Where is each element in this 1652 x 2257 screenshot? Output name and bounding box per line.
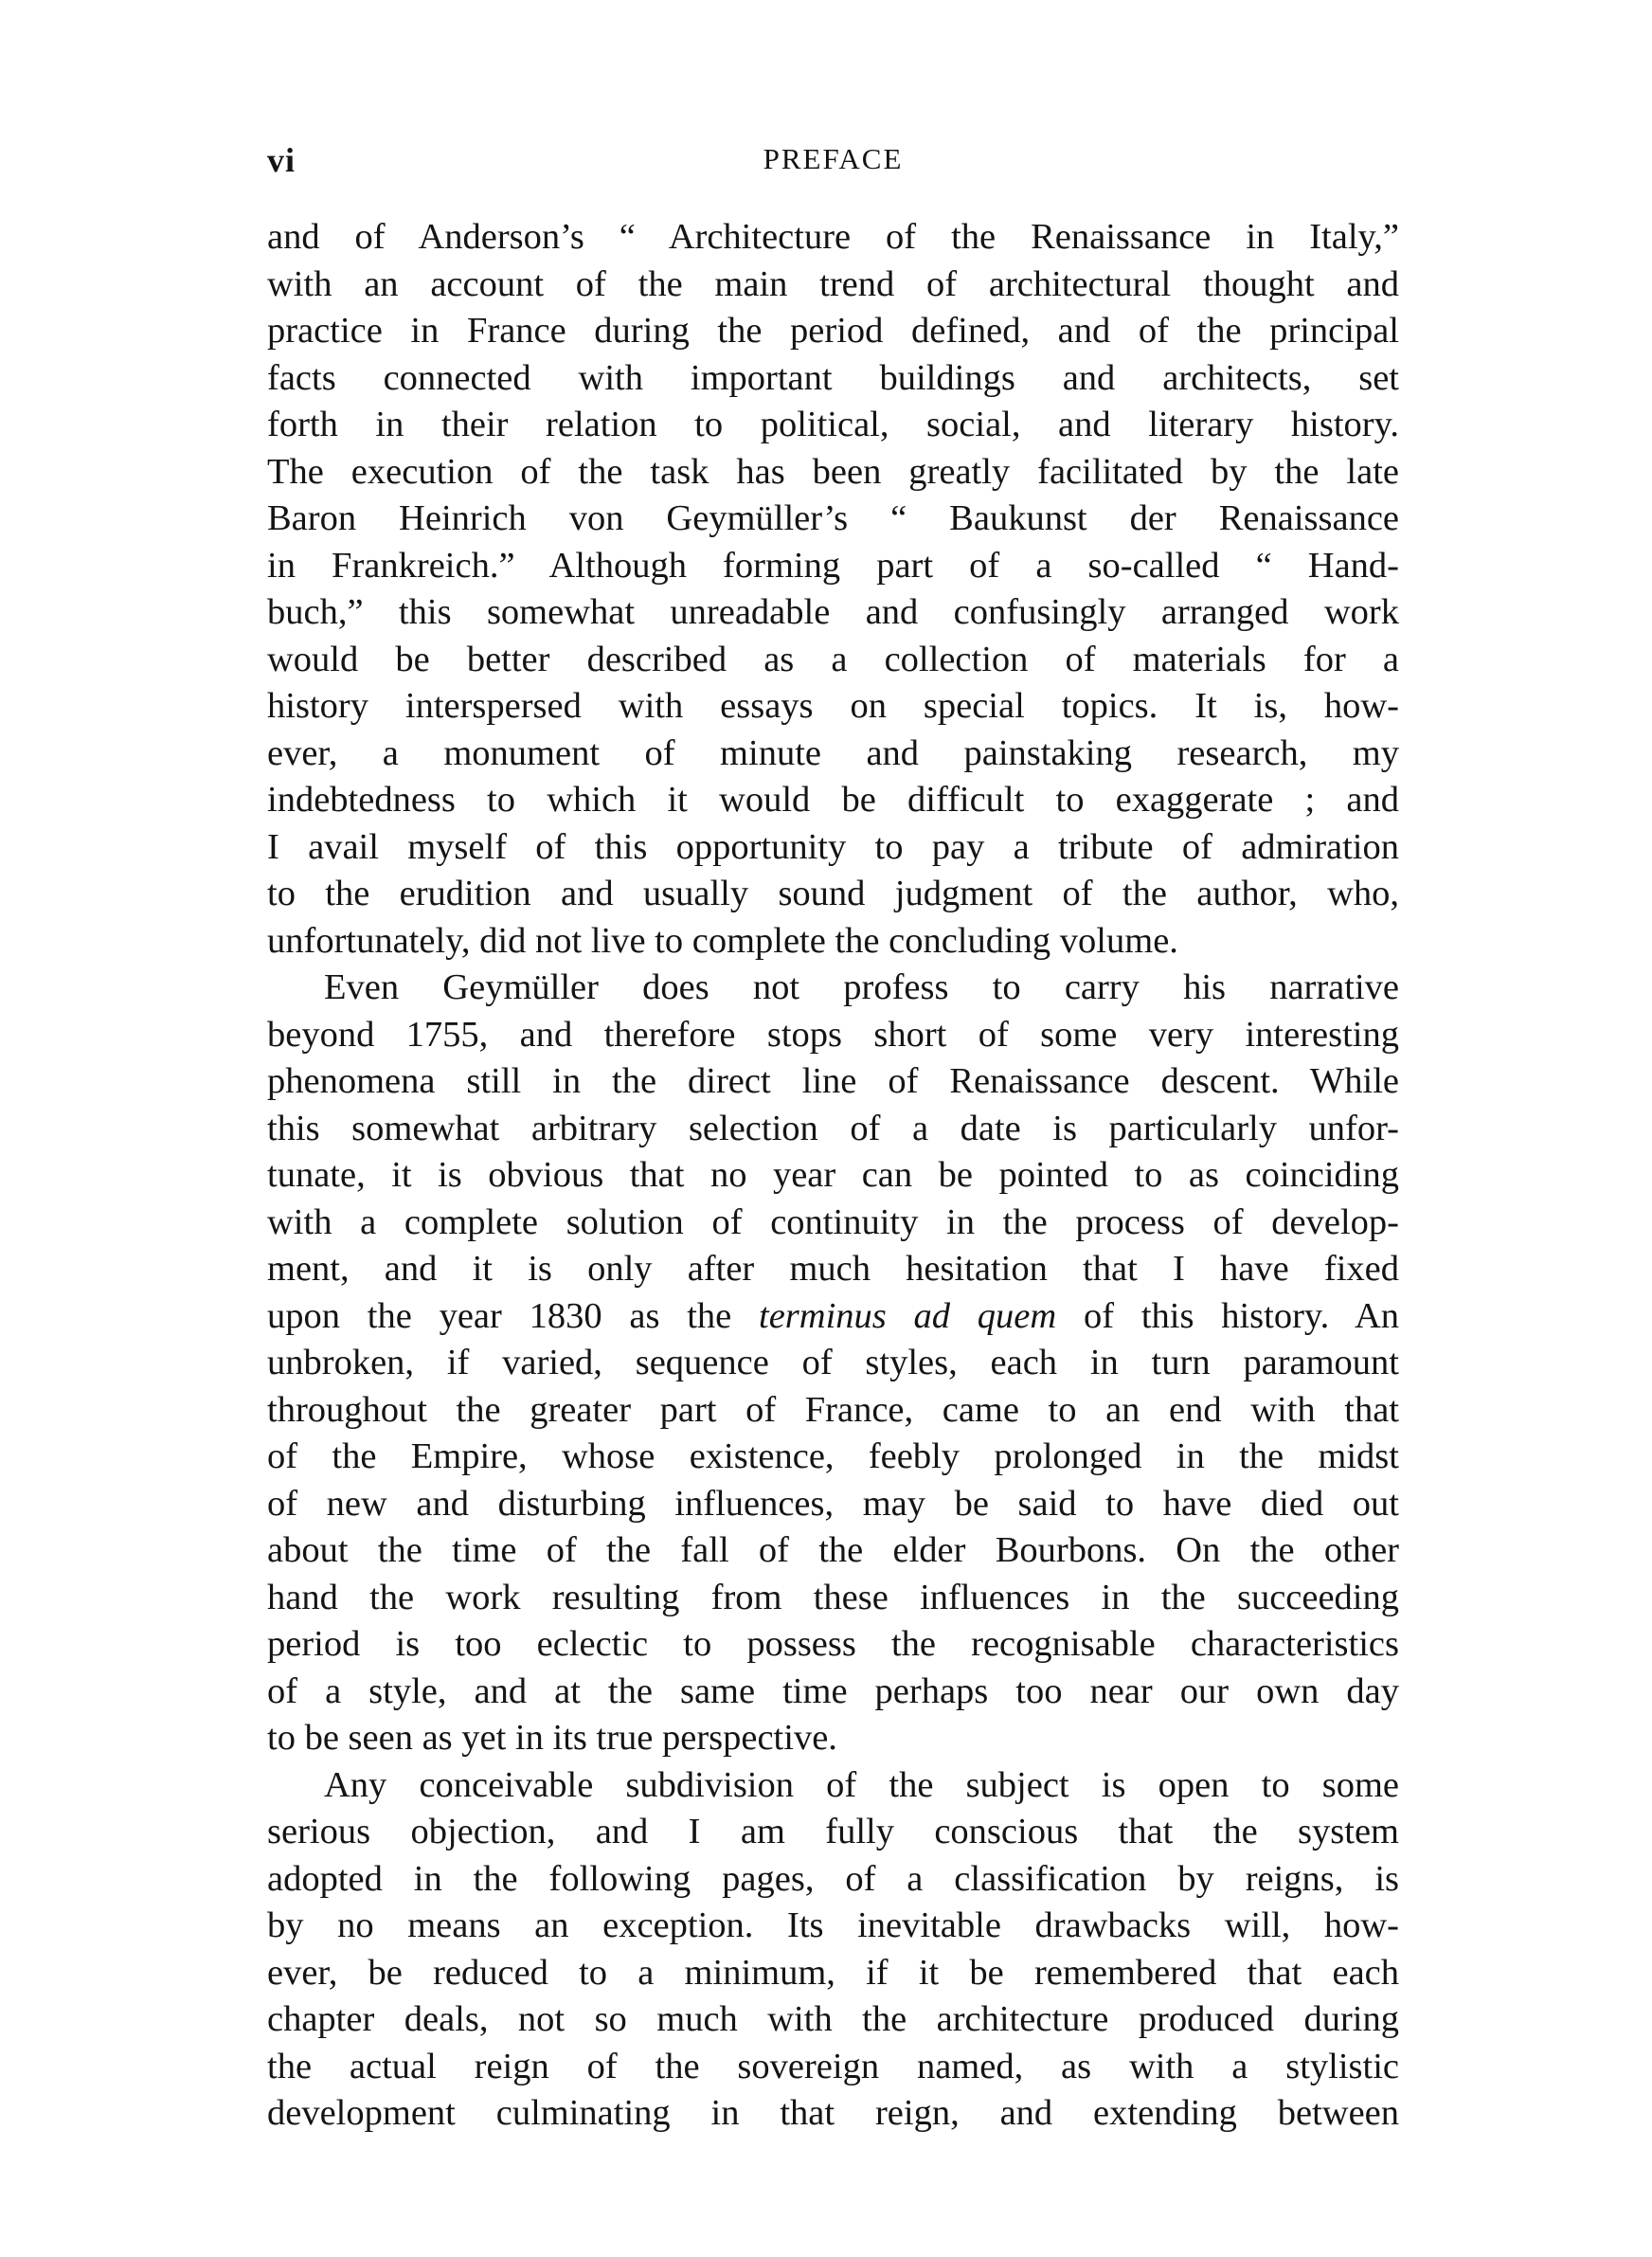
page-number: vi	[267, 141, 296, 179]
text-line: history interspersed with essays on special topics. It is, how-	[267, 686, 1399, 726]
paragraph-2	[267, 965, 1399, 1762]
text-line: of a style, and at the same time perhaps too near our own day	[267, 1670, 1399, 1711]
text-line: I avail myself of this opportunity to pay a tribute of admiration	[267, 826, 1399, 867]
header-title: PREFACE	[763, 142, 904, 175]
text-line: buch,” this somewhat unreadable and confusingly arranged work	[267, 592, 1399, 632]
text-line: chapter deals, not so much with the architecture produced during	[267, 1999, 1399, 2039]
text-line-with-italic	[267, 1293, 1399, 1341]
text-line: to the erudition and usually sound judgment of the author, who,	[267, 874, 1399, 913]
text-line: The execution of the task has been greatly facilitated by the late	[267, 451, 1399, 492]
paragraph-3	[267, 1762, 1399, 2138]
text-line: development culminating in that reign, and extending between	[267, 2093, 1399, 2133]
running-head	[267, 140, 1399, 188]
text-line: serious objection, and I am fully conscious that the system	[267, 1812, 1399, 1851]
text-line: this somewhat arbitrary selection of a date is particularly unfor-	[267, 1108, 1399, 1148]
text-line: about the time of the fall of the elder Bourbons. On the other	[267, 1530, 1399, 1570]
text-line: phenomena still in the direct line of Renaissance descent. While	[267, 1061, 1399, 1101]
text-line: ment, and it is only after much hesitation that I have fixed	[267, 1249, 1399, 1289]
paragraph-1	[267, 214, 1399, 965]
body-text	[267, 214, 1399, 2138]
text-line: indebtedness to which it would be difficult to exaggerate ; and	[267, 780, 1399, 820]
text-line: Even Geymüller does not profess to carry his narrative	[324, 967, 1399, 1007]
text-line: with an account of the main trend of architectural thought and	[267, 263, 1399, 304]
text-line: beyond 1755, and therefore stops short of some very interesting	[267, 1014, 1399, 1055]
text-line: to be seen as yet in its true perspective.	[267, 1718, 837, 1758]
text-line: forth in their relation to political, social, and literary history.	[267, 405, 1399, 444]
text-segment: of this history. An	[1083, 1295, 1399, 1336]
text-line: throughout the greater part of France, came to an end with that	[267, 1389, 1399, 1430]
italic-phrase: terminus ad quem	[759, 1295, 1057, 1336]
text-line: tunate, it is obvious that no year can be pointed to as coinciding	[267, 1155, 1399, 1195]
text-line: period is too eclectic to possess the recognisable characteristics	[267, 1624, 1399, 1664]
text-line: unfortunately, did not live to complete the concluding volume.	[267, 920, 1178, 961]
text-line: practice in France during the period defined, and of the principal	[267, 311, 1399, 351]
text-line: of new and disturbing influences, may be said to have died out	[267, 1483, 1399, 1524]
text-line: facts connected with important buildings and architects, set	[267, 357, 1399, 398]
text-line: unbroken, if varied, sequence of styles, each in turn paramount	[267, 1343, 1399, 1382]
text-line: ever, a monument of minute and painstaking research, my	[267, 732, 1399, 773]
text-segment: upon the year 1830 as the	[267, 1295, 760, 1336]
text-line: of the Empire, whose existence, feebly prolonged in the midst	[267, 1436, 1399, 1476]
text-line: and of Anderson’s “ Architecture of the Renaissance in Italy,”	[267, 217, 1399, 257]
text-line: would be better described as a collection of materials for a	[267, 639, 1399, 679]
text-line: with a complete solution of continuity in the process of develop-	[267, 1201, 1399, 1242]
text-line: Baron Heinrich von Geymüller’s “ Baukunst der Renaissance	[267, 498, 1399, 538]
text-line: in Frankreich.” Although forming part of a so-called “ Hand-	[267, 545, 1399, 586]
text-line: Any conceivable subdivision of the subject is open to some	[324, 1764, 1399, 1805]
text-line: by no means an exception. Its inevitable drawbacks will, how-	[267, 1905, 1399, 1945]
text-line: adopted in the following pages, of a classification by reigns, is	[267, 1858, 1399, 1899]
text-line: hand the work resulting from these influences in the succeeding	[267, 1577, 1399, 1617]
text-line: the actual reign of the sovereign named, as with a stylistic	[267, 2046, 1399, 2086]
text-line: ever, be reduced to a minimum, if it be remembered that each	[267, 1952, 1399, 1993]
